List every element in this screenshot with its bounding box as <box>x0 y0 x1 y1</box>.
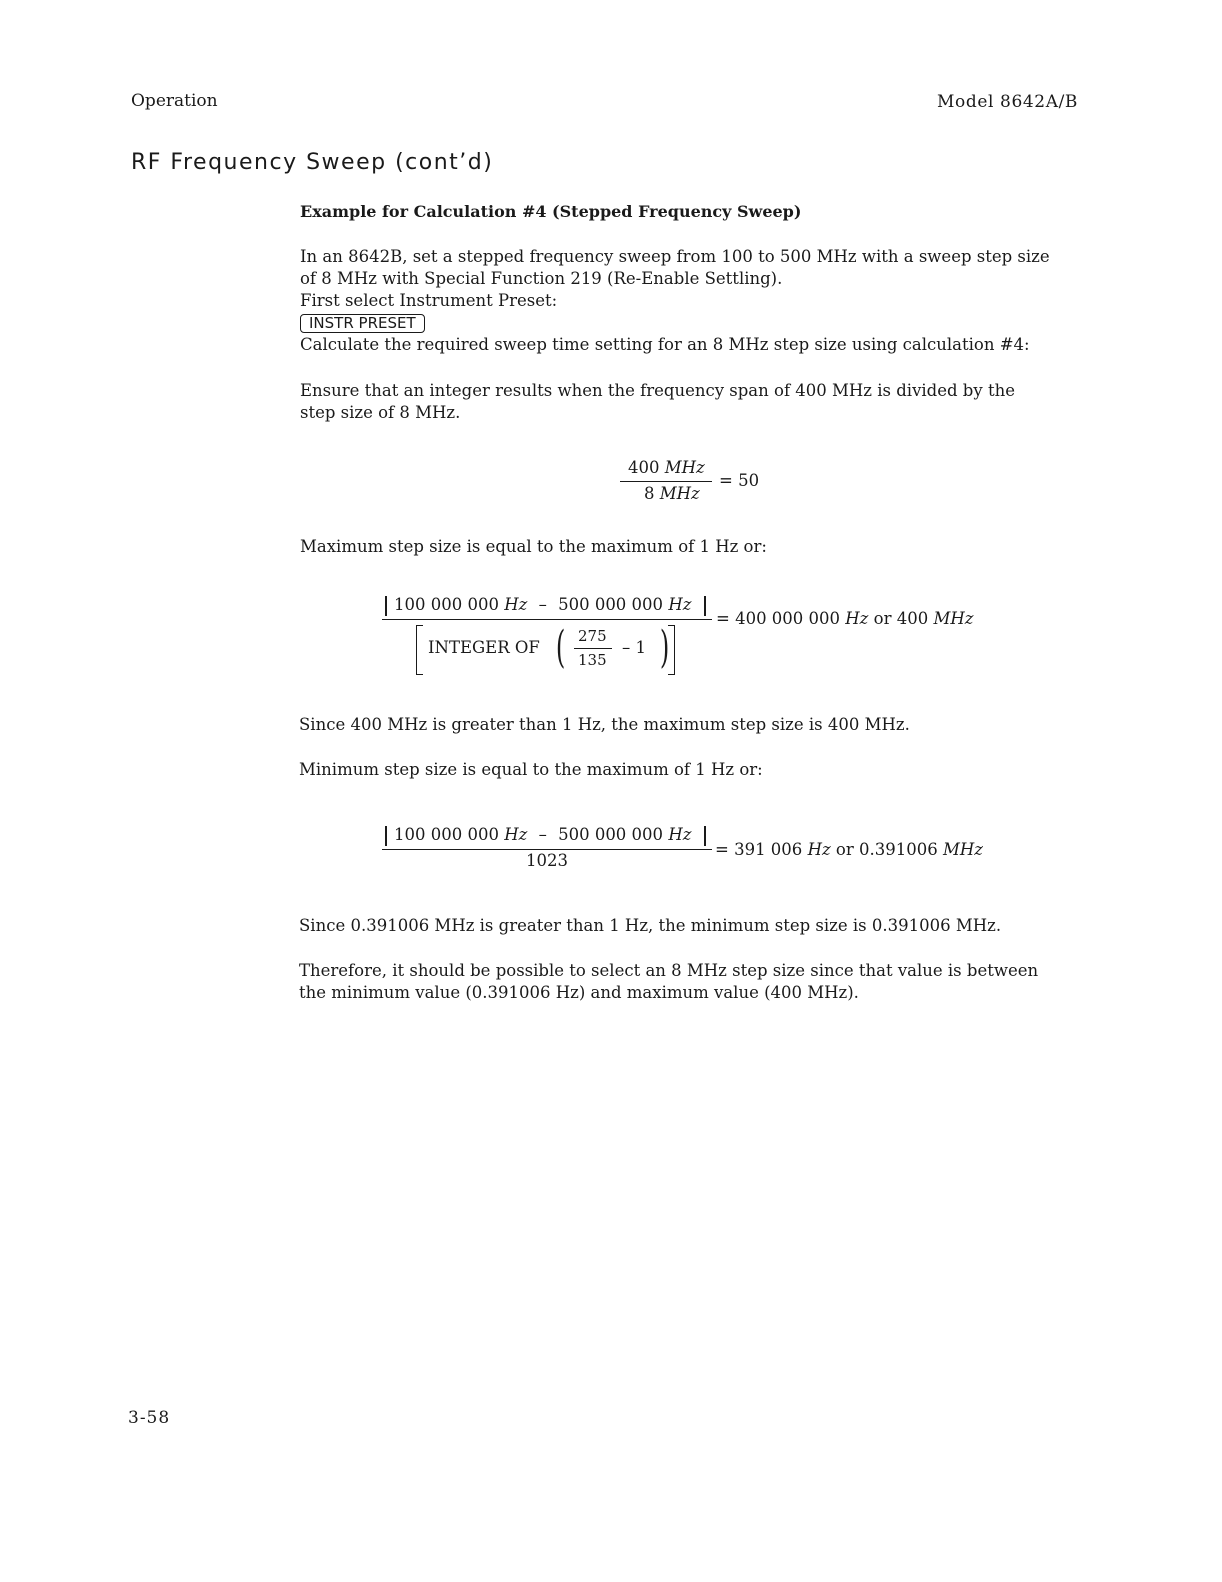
paragraph-intro <box>300 246 1050 356</box>
intro-line-3: First select Instrument Preset: <box>300 291 558 310</box>
eq2-bracket-right <box>668 625 675 675</box>
ensure-line-2: step size of 8 MHz. <box>300 403 461 422</box>
eq2-paren-left: ( <box>555 622 566 673</box>
eq2-inner-numerator: 275 <box>578 627 607 645</box>
eq1-numerator: 400 MHz <box>628 458 705 477</box>
eq2-fraction-bar <box>382 619 712 620</box>
paragraph-max-step: Maximum step size is equal to the maximum of 1 Hz or: <box>300 537 767 556</box>
eq2-inner-fraction-bar <box>574 648 612 649</box>
eq2-inner-minus-one: – 1 <box>622 638 646 657</box>
equation-span-ratio <box>620 456 712 508</box>
eq3-numerator: 100 000 000 Hz – 500 000 000 Hz <box>394 825 692 844</box>
ensure-line-1: Ensure that an integer results when the frequency span of 400 MHz is divided by the <box>300 381 1015 400</box>
paragraph-min-step: Minimum step size is equal to the maximum of 1 Hz or: <box>299 760 763 779</box>
intro-line-1: In an 8642B, set a stepped frequency sweep from 100 to 500 MHz with a sweep step size <box>300 247 1050 266</box>
eq2-numerator: 100 000 000 Hz – 500 000 000 Hz <box>394 595 692 614</box>
intro-line-4: Calculate the required sweep time setting for an 8 MHz step size using calculation #4: <box>300 335 1030 354</box>
eq2-abs-bar-left <box>385 596 387 616</box>
eq3-abs-bar-right <box>704 826 706 846</box>
instr-preset-key: INSTR PRESET <box>300 314 425 333</box>
eq1-denominator: 8 MHz <box>644 484 700 503</box>
therefore-line-2: the minimum value (0.391006 Hz) and maximum value (400 MHz). <box>299 983 859 1002</box>
running-header-model: Model 8642A/B <box>937 92 1078 112</box>
eq3-result: = 391 006 Hz or 0.391006 MHz <box>715 840 983 859</box>
therefore-line-1: Therefore, it should be possible to select an 8 MHz step size since that value is between <box>299 961 1039 980</box>
eq3-denominator: 1023 <box>526 851 568 870</box>
running-header-section: Operation <box>131 91 218 111</box>
eq1-fraction-bar <box>620 481 712 482</box>
page-number: 3-58 <box>128 1408 171 1428</box>
eq2-bracket-left <box>416 625 423 675</box>
eq2-paren-right: ) <box>659 622 670 673</box>
page-title: RF Frequency Sweep (cont’d) <box>131 150 494 175</box>
eq2-result: = 400 000 000 Hz or 400 MHz <box>716 609 974 628</box>
eq2-inner-denominator: 135 <box>578 651 607 669</box>
equation-min-step <box>382 822 712 874</box>
eq1-result: = 50 <box>719 471 760 490</box>
paragraph-ensure <box>300 380 1015 424</box>
intro-line-2: of 8 MHz with Special Function 219 (Re-Enable Settling). <box>300 269 783 288</box>
paragraph-therefore <box>299 960 1038 1004</box>
paragraph-max-conclusion: Since 400 MHz is greater than 1 Hz, the maximum step size is 400 MHz. <box>299 715 910 734</box>
eq2-abs-bar-right <box>704 596 706 616</box>
eq2-integer-of: INTEGER OF <box>428 638 540 657</box>
eq3-abs-bar-left <box>385 826 387 846</box>
paragraph-min-conclusion: Since 0.391006 MHz is greater than 1 Hz, the minimum step size is 0.391006 MHz. <box>299 916 1002 935</box>
equation-max-step <box>382 592 712 682</box>
example-heading: Example for Calculation #4 (Stepped Frequency Sweep) <box>300 202 802 221</box>
instr-preset-row <box>300 312 1050 334</box>
